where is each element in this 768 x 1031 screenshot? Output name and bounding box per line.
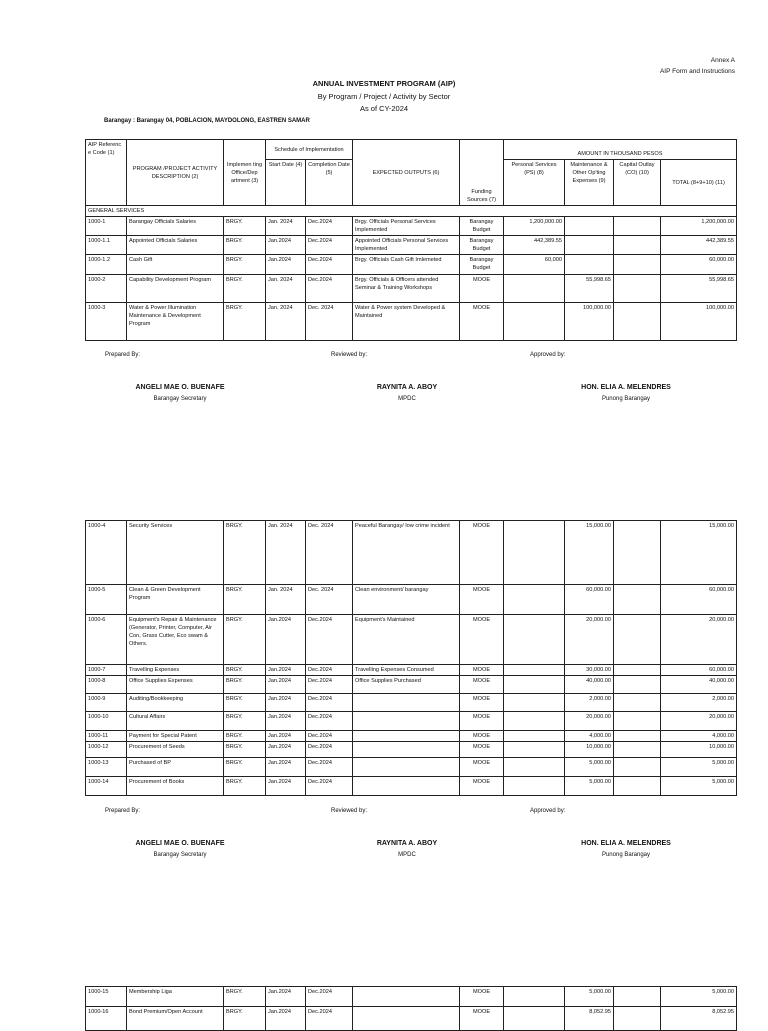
cell-end: Dec.2024 — [306, 777, 353, 796]
cell-total: 5,000.00 — [661, 987, 737, 1007]
cell-end: Dec.2024 — [306, 987, 353, 1007]
cell-end: Dec.2024 — [306, 236, 353, 255]
approved-title: Punong Barangay — [601, 396, 651, 402]
cell-start: Jan.2024 — [266, 615, 306, 665]
cell-mooe: 8,052.95 — [565, 1007, 614, 1031]
cell-office: BRGY. — [224, 217, 266, 236]
cell-code: 1000-13 — [86, 758, 127, 777]
col-amount: AMOUNT IN THOUSAND PESOS — [504, 140, 737, 160]
cell-output — [353, 712, 460, 731]
cell-mooe: 5,000.00 — [565, 758, 614, 777]
cell-total: 442,389.55 — [661, 236, 737, 255]
cell-desc: Procurement of Seeds — [127, 742, 224, 758]
cell-co — [614, 275, 661, 303]
cell-ps — [504, 731, 565, 742]
reviewed-by-label-2: Reviewed by: — [331, 808, 368, 814]
cell-office: BRGY. — [224, 694, 266, 712]
cell-total: 20,000.00 — [661, 712, 737, 731]
prepared-title-2: Barangay Secretary — [153, 852, 207, 858]
cell-output: Water & Power system Developed & Maintained — [353, 303, 460, 341]
cell-co — [614, 1007, 661, 1031]
cell-office: BRGY. — [224, 777, 266, 796]
cell-co — [614, 777, 661, 796]
cell-total: 15,000.00 — [661, 521, 737, 585]
cell-start: Jan. 2024 — [266, 585, 306, 615]
cell-total: 100,000.00 — [661, 303, 737, 341]
cell-total: 8,052.95 — [661, 1007, 737, 1031]
cell-total: 2,000.00 — [661, 694, 737, 712]
table-row — [86, 615, 737, 665]
cell-fund: Barangay Budget — [460, 255, 504, 275]
cell-output — [353, 742, 460, 758]
cell-output — [353, 987, 460, 1007]
table-row — [86, 1007, 737, 1031]
cell-fund: MOOE — [460, 987, 504, 1007]
cell-total: 1,200,000.00 — [661, 217, 737, 236]
table-row — [86, 585, 737, 615]
prepared-by-label: Prepared By: — [105, 352, 141, 358]
cell-output — [353, 1007, 460, 1031]
cell-fund: Barangay Budget — [460, 236, 504, 255]
cell-fund: MOOE — [460, 712, 504, 731]
cell-mooe — [565, 217, 614, 236]
cell-start: Jan.2024 — [266, 665, 306, 676]
cell-mooe: 2,000.00 — [565, 694, 614, 712]
cell-co — [614, 217, 661, 236]
approved-by-label: Approved by: — [530, 352, 566, 358]
cell-start: Jan.2024 — [266, 777, 306, 796]
cell-co — [614, 236, 661, 255]
cell-total: 60,000.00 — [661, 255, 737, 275]
cell-output: Appointed Officials Personal Services Implemented — [353, 236, 460, 255]
cell-end: Dec.2024 — [306, 255, 353, 275]
cell-end: Dec.2024 — [306, 665, 353, 676]
cell-total: 5,000.00 — [661, 758, 737, 777]
cell-fund: MOOE — [460, 615, 504, 665]
cell-ps: 442,389.55 — [504, 236, 565, 255]
cell-desc: Barangay Officials Salaries — [127, 217, 224, 236]
cell-start: Jan.2024 — [266, 731, 306, 742]
cell-desc: Bond Premium/Open Account — [127, 1007, 224, 1031]
section-general-services: GENERAL SERVICES — [86, 206, 737, 217]
cell-desc: Travelling Expenses — [127, 665, 224, 676]
cell-end: Dec. 2024 — [306, 585, 353, 615]
cell-code: 1000-1.1 — [86, 236, 127, 255]
table-row — [86, 676, 737, 694]
as-of-label: As of CY-2024 — [359, 104, 409, 113]
cell-mooe: 10,000.00 — [565, 742, 614, 758]
cell-ps — [504, 758, 565, 777]
table-row — [86, 731, 737, 742]
cell-code: 1000-9 — [86, 694, 127, 712]
reviewed-name: RAYNITA A. ABOY — [376, 384, 438, 391]
cell-output — [353, 731, 460, 742]
cell-total: 5,000.00 — [661, 777, 737, 796]
cell-desc: Office Supplies Expenses — [127, 676, 224, 694]
reviewed-name-2: RAYNITA A. ABOY — [376, 840, 438, 847]
document-subtitle: By Program / Project / Activity by Sector — [317, 92, 451, 101]
cell-mooe: 100,000.00 — [565, 303, 614, 341]
cell-code: 1000-11 — [86, 731, 127, 742]
cell-desc: Procurement of Books — [127, 777, 224, 796]
cell-output — [353, 758, 460, 777]
cell-fund: MOOE — [460, 585, 504, 615]
prepared-name: ANGELI MAE O. BUENAFE — [135, 384, 225, 391]
cell-mooe: 60,000.00 — [565, 585, 614, 615]
table-row — [86, 758, 737, 777]
table-row — [86, 521, 737, 585]
aip-table-page-3 — [85, 986, 737, 1031]
col-schedule: Schedule of Implementation — [266, 140, 353, 160]
cell-office: BRGY. — [224, 665, 266, 676]
cell-fund: MOOE — [460, 694, 504, 712]
col-start: Start Date (4) — [266, 160, 306, 206]
cell-code: 1000-3 — [86, 303, 127, 341]
cell-ps — [504, 777, 565, 796]
table-row — [86, 694, 737, 712]
cell-fund: MOOE — [460, 275, 504, 303]
col-outputs: EXPECTED OUTPUTS (6) — [353, 140, 460, 206]
cell-total: 60,000.00 — [661, 585, 737, 615]
cell-co — [614, 676, 661, 694]
cell-code: 1000-15 — [86, 987, 127, 1007]
cell-ps — [504, 303, 565, 341]
cell-office: BRGY. — [224, 615, 266, 665]
col-funding: Funding Sources (7) — [460, 140, 504, 206]
cell-code: 1000-7 — [86, 665, 127, 676]
cell-co — [614, 521, 661, 585]
cell-co — [614, 758, 661, 777]
cell-start: Jan.2024 — [266, 1007, 306, 1031]
col-aip-ref: AIP Referenc e Code (1) — [86, 140, 127, 206]
cell-end: Dec.2024 — [306, 676, 353, 694]
barangay-label: Barangay : Barangay 04, POBLACION, MAYDOLONG, EASTREN SAMAR — [104, 118, 310, 124]
cell-output: Clean environment/ barangay — [353, 585, 460, 615]
cell-mooe: 40,000.00 — [565, 676, 614, 694]
cell-output: Brgy. Officials Personal Services Implemented — [353, 217, 460, 236]
cell-co — [614, 303, 661, 341]
aip-table-page-1 — [85, 139, 737, 341]
cell-total: 40,000.00 — [661, 676, 737, 694]
table-row — [86, 742, 737, 758]
cell-output: Brgy. Officials Cash Gift Imlemeted — [353, 255, 460, 275]
cell-code: 1000-8 — [86, 676, 127, 694]
cell-fund: MOOE — [460, 521, 504, 585]
cell-fund: MOOE — [460, 731, 504, 742]
cell-ps — [504, 521, 565, 585]
cell-total: 55,998.65 — [661, 275, 737, 303]
cell-office: BRGY. — [224, 758, 266, 777]
cell-output: Travelling Expenses Consumed — [353, 665, 460, 676]
cell-end: Dec.2024 — [306, 758, 353, 777]
cell-ps — [504, 742, 565, 758]
cell-start: Jan.2024 — [266, 255, 306, 275]
cell-start: Jan.2024 — [266, 236, 306, 255]
cell-desc: Equipment's Repair & Maintenance (Generator, Printer, Computer, Air Con, Grass Cutter, Eco swam & Others. — [127, 615, 224, 665]
cell-mooe: 4,000.00 — [565, 731, 614, 742]
cell-output — [353, 777, 460, 796]
cell-desc: Payment for Special Patent — [127, 731, 224, 742]
reviewed-by-label: Reviewed by: — [331, 352, 368, 358]
cell-fund: MOOE — [460, 777, 504, 796]
table-row — [86, 255, 737, 275]
cell-ps — [504, 615, 565, 665]
cell-office: BRGY. — [224, 585, 266, 615]
cell-fund: MOOE — [460, 758, 504, 777]
cell-ps — [504, 694, 565, 712]
cell-desc: Clean & Green Development Program — [127, 585, 224, 615]
cell-office: BRGY. — [224, 731, 266, 742]
cell-end: Dec.2024 — [306, 742, 353, 758]
cell-code: 1000-14 — [86, 777, 127, 796]
cell-fund: MOOE — [460, 676, 504, 694]
cell-total: 20,000.00 — [661, 615, 737, 665]
cell-office: BRGY. — [224, 712, 266, 731]
table-row — [86, 712, 737, 731]
cell-code: 1000-12 — [86, 742, 127, 758]
col-completion: Completion Date (5) — [306, 160, 353, 206]
cell-ps — [504, 676, 565, 694]
cell-total: 60,000.00 — [661, 665, 737, 676]
col-mooe: Maintenance & Other Op'ting Expenses (9) — [565, 160, 614, 206]
cell-end: Dec.2024 — [306, 615, 353, 665]
cell-office: BRGY. — [224, 275, 266, 303]
col-ps: Personal Services (PS) (8) — [504, 160, 565, 206]
prepared-name-2: ANGELI MAE O. BUENAFE — [135, 840, 225, 847]
cell-output: Brgy. Officials & Officers attended Seminar & Training Workshops — [353, 275, 460, 303]
cell-start: Jan. 2024 — [266, 217, 306, 236]
cell-ps — [504, 665, 565, 676]
cell-end: Dec.2024 — [306, 275, 353, 303]
cell-start: Jan.2024 — [266, 676, 306, 694]
aip-form-label: AIP Form and Instructions — [659, 68, 735, 75]
cell-mooe — [565, 255, 614, 275]
cell-mooe: 20,000.00 — [565, 615, 614, 665]
cell-fund: MOOE — [460, 303, 504, 341]
cell-desc: Security Services — [127, 521, 224, 585]
cell-end: Dec.2024 — [306, 217, 353, 236]
cell-start: Jan.2024 — [266, 694, 306, 712]
cell-code: 1000-4 — [86, 521, 127, 585]
cell-mooe — [565, 236, 614, 255]
approved-title-2: Punong Barangay — [601, 852, 651, 858]
document-title: ANNUAL INVESTMENT PROGRAM (AIP) — [312, 79, 456, 88]
cell-mooe: 20,000.00 — [565, 712, 614, 731]
cell-desc: Membership Liga — [127, 987, 224, 1007]
cell-output: Office Supplies Purchased — [353, 676, 460, 694]
cell-office: BRGY. — [224, 255, 266, 275]
table-row — [86, 777, 737, 796]
cell-desc: Auditing/Bookkeeping — [127, 694, 224, 712]
cell-start: Jan.2024 — [266, 987, 306, 1007]
cell-start: Jan. 2024 — [266, 521, 306, 585]
reviewed-title: MPDC — [398, 396, 416, 402]
cell-end: Dec. 2024 — [306, 521, 353, 585]
cell-office: BRGY. — [224, 236, 266, 255]
cell-code: 1000-5 — [86, 585, 127, 615]
table-row — [86, 236, 737, 255]
cell-start: Jan. 2024 — [266, 275, 306, 303]
prepared-by-label-2: Prepared By: — [105, 808, 141, 814]
cell-co — [614, 731, 661, 742]
col-description: PROGRAM /PROJECT ACTIVITY DESCRIPTION (2) — [127, 140, 224, 206]
cell-code: 1000-16 — [86, 1007, 127, 1031]
reviewed-title-2: MPDC — [398, 852, 416, 858]
cell-output: Peaceful Barangay/ low crime incident — [353, 521, 460, 585]
cell-start: Jan.2024 — [266, 742, 306, 758]
col-office: Implemen ting Office/Dep artment (3) — [224, 140, 266, 206]
table-row — [86, 303, 737, 341]
cell-co — [614, 712, 661, 731]
cell-code: 1000-1 — [86, 217, 127, 236]
cell-ps — [504, 1007, 565, 1031]
cell-ps — [504, 275, 565, 303]
prepared-title: Barangay Secretary — [153, 396, 207, 402]
cell-end: Dec.2024 — [306, 731, 353, 742]
cell-ps: 60,000 — [504, 255, 565, 275]
aip-table-page-2 — [85, 520, 737, 796]
cell-end: Dec.2024 — [306, 1007, 353, 1031]
cell-desc: Purchased of BP — [127, 758, 224, 777]
col-co: Capital Outlay (CO) (10) — [614, 160, 661, 206]
cell-code: 1000-2 — [86, 275, 127, 303]
cell-co — [614, 665, 661, 676]
cell-fund: MOOE — [460, 1007, 504, 1031]
cell-office: BRGY. — [224, 1007, 266, 1031]
cell-mooe: 15,000.00 — [565, 521, 614, 585]
cell-co — [614, 585, 661, 615]
cell-end: Dec.2024 — [306, 712, 353, 731]
approved-name-2: HON. ELIA A. MELENDRES — [581, 840, 671, 847]
cell-desc: Capability Development Program — [127, 275, 224, 303]
cell-office: BRGY. — [224, 742, 266, 758]
cell-start: Jan. 2024 — [266, 303, 306, 341]
cell-co — [614, 255, 661, 275]
cell-office: BRGY. — [224, 987, 266, 1007]
cell-code: 1000-6 — [86, 615, 127, 665]
cell-fund: MOOE — [460, 665, 504, 676]
cell-output: Equipment's Maintained — [353, 615, 460, 665]
cell-co — [614, 987, 661, 1007]
cell-start: Jan.2024 — [266, 758, 306, 777]
cell-total: 4,000.00 — [661, 731, 737, 742]
cell-end: Dec.2024 — [306, 694, 353, 712]
cell-desc: Cash Gift — [127, 255, 224, 275]
table-row — [86, 275, 737, 303]
cell-fund: Barangay Budget — [460, 217, 504, 236]
cell-ps — [504, 712, 565, 731]
cell-office: BRGY. — [224, 521, 266, 585]
cell-mooe: 5,000.00 — [565, 987, 614, 1007]
cell-co — [614, 742, 661, 758]
table-row — [86, 987, 737, 1007]
cell-ps — [504, 585, 565, 615]
cell-mooe: 5,000.00 — [565, 777, 614, 796]
cell-mooe: 30,000.00 — [565, 665, 614, 676]
cell-ps: 1,200,000.00 — [504, 217, 565, 236]
cell-code: 1000-1.2 — [86, 255, 127, 275]
table-row — [86, 665, 737, 676]
approved-name: HON. ELIA A. MELENDRES — [581, 384, 671, 391]
cell-co — [614, 615, 661, 665]
cell-office: BRGY. — [224, 303, 266, 341]
cell-desc: Water & Power Illumination Maintenance & Development Program — [127, 303, 224, 341]
cell-total: 10,000.00 — [661, 742, 737, 758]
cell-co — [614, 694, 661, 712]
cell-code: 1000-10 — [86, 712, 127, 731]
cell-office: BRGY. — [224, 676, 266, 694]
cell-end: Dec. 2024 — [306, 303, 353, 341]
cell-fund: MOOE — [460, 742, 504, 758]
cell-start: Jan.2024 — [266, 712, 306, 731]
cell-desc: Appointed Officials Salaries — [127, 236, 224, 255]
annex-label: Annex A — [710, 57, 735, 64]
col-total: TOTAL (8+9+10) (11) — [661, 160, 737, 206]
cell-desc: Cultural Affairs — [127, 712, 224, 731]
table-row — [86, 217, 737, 236]
approved-by-label-2: Approved by: — [530, 808, 566, 814]
cell-output — [353, 694, 460, 712]
cell-mooe: 55,998.65 — [565, 275, 614, 303]
cell-ps — [504, 987, 565, 1007]
